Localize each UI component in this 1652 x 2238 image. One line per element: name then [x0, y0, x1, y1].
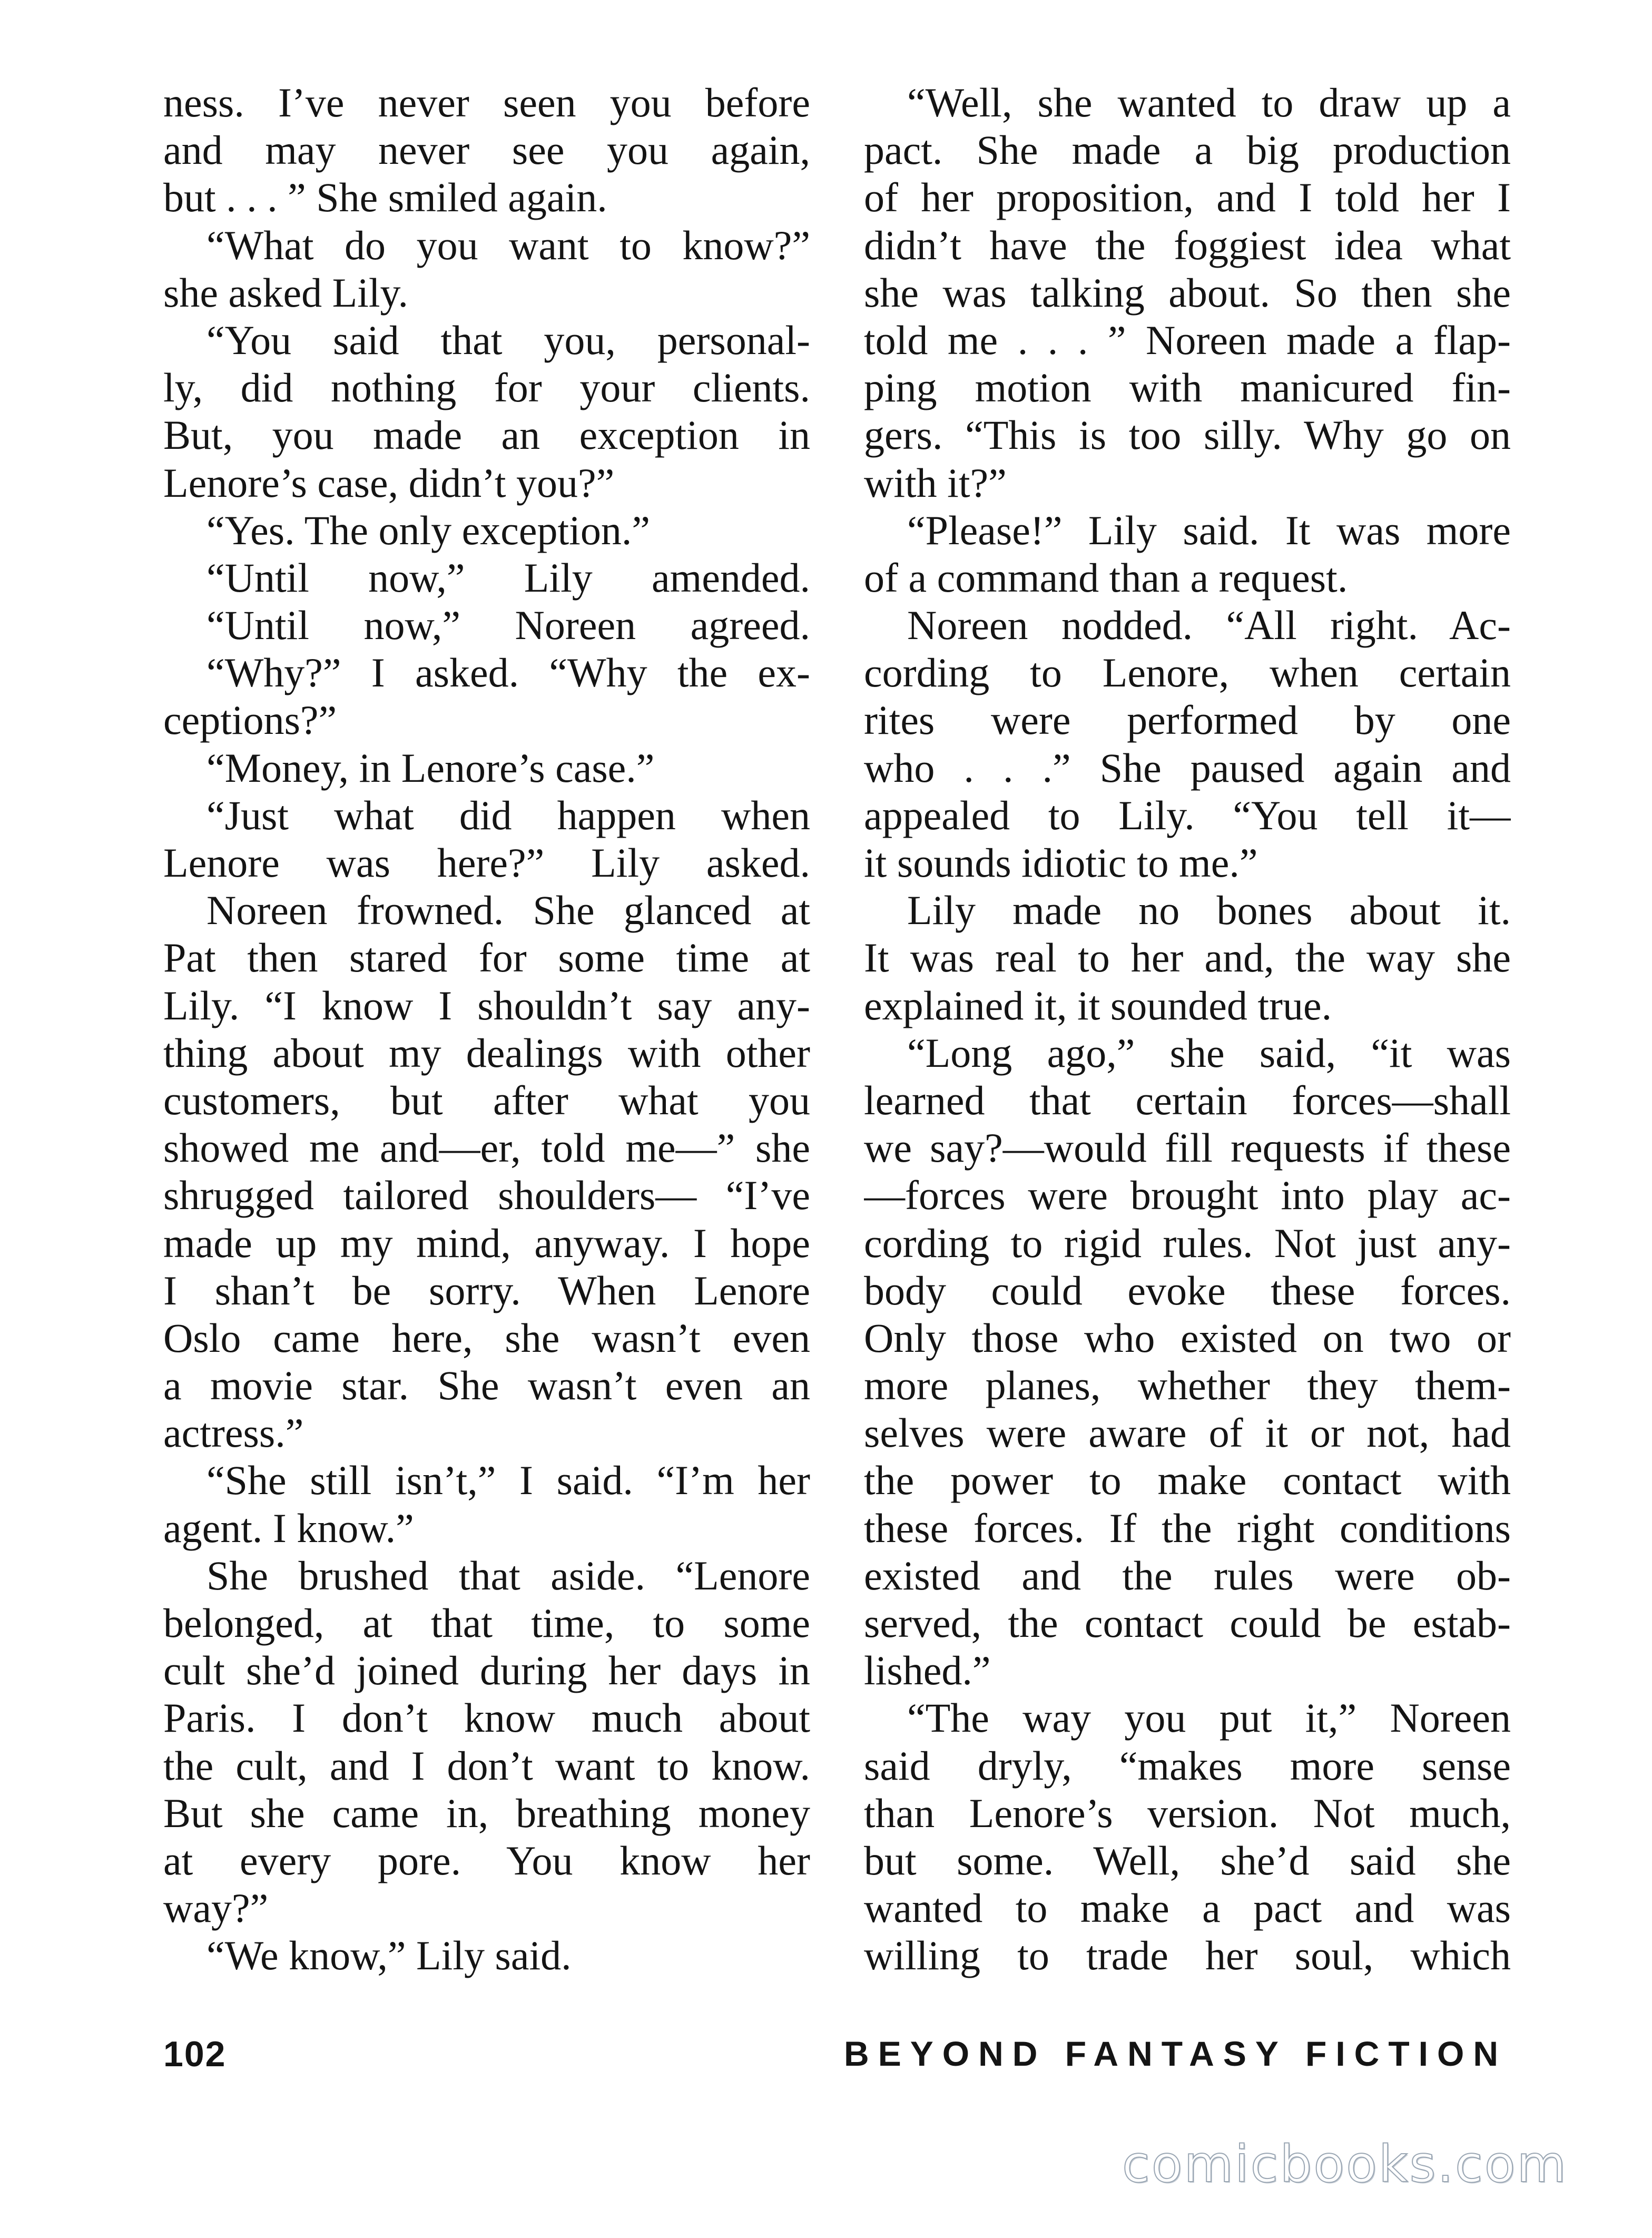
text-line: I shan’t be sorry. When Lenore: [163, 1267, 810, 1313]
text-line: But she came in, breathing money: [163, 1790, 810, 1836]
text-line: “You said that you, personal-: [206, 317, 810, 363]
text-line: agent. I know.”: [163, 1505, 414, 1551]
text-line: and may never see you again,: [163, 127, 810, 173]
text-line: gers. “This is too silly. Why go on: [864, 412, 1511, 458]
text-line: It was real to her and, the way she: [864, 935, 1511, 981]
text-line: customers, but after what you: [163, 1077, 810, 1123]
text-line: “Money, in Lenore’s case.”: [206, 744, 655, 791]
text-line: cording to rigid rules. Not just any-: [864, 1220, 1511, 1266]
text-line: we say?—would fill requests if these: [864, 1125, 1511, 1171]
text-line: lished.”: [864, 1647, 991, 1694]
text-line: But, you made an exception in: [163, 412, 810, 458]
text-line: but some. Well, she’d said she: [864, 1837, 1511, 1883]
running-footer-title: BEYOND FANTASY FICTION: [844, 2034, 1507, 2073]
text-line: than Lenore’s version. Not much,: [864, 1790, 1511, 1836]
text-line: of a command than a request.: [864, 554, 1348, 601]
left-text-column: [163, 79, 810, 1980]
text-line: made up my mind, anyway. I hope: [163, 1220, 810, 1266]
text-line: willing to trade her soul, which: [864, 1932, 1511, 1979]
page-number: 102: [163, 2034, 227, 2074]
text-line: Lenore’s case, didn’t you?”: [163, 459, 615, 506]
text-line: pact. She made a big production: [864, 127, 1511, 173]
text-line: she asked Lily.: [163, 269, 408, 316]
text-line: appealed to Lily. “You tell it—: [864, 792, 1511, 838]
text-line: more planes, whether they them-: [864, 1362, 1511, 1409]
text-line: ness. I’ve never seen you before: [163, 80, 810, 125]
text-line: existed and the rules were ob-: [864, 1552, 1511, 1598]
text-line: who . . .” She paused again and: [864, 744, 1511, 791]
text-line: Lily made no bones about it.: [907, 887, 1511, 934]
text-line: with it?”: [864, 459, 1007, 506]
text-line: Lenore was here?” Lily asked.: [163, 840, 810, 886]
text-line: “Please!” Lily said. It was more: [907, 507, 1511, 553]
text-line: Pat then stared for some time at: [163, 935, 810, 981]
text-line: rites were performed by one: [864, 697, 1511, 743]
text-line: Noreen nodded. “All right. Ac-: [907, 602, 1511, 649]
text-line: showed me and—er, told me—” she: [163, 1125, 810, 1171]
text-line: served, the contact could be estab-: [864, 1600, 1511, 1646]
text-line: “Until now,” Lily amended.: [206, 554, 810, 601]
text-line: “The way you put it,” Noreen: [907, 1695, 1511, 1741]
text-line: thing about my dealings with other: [163, 1029, 810, 1076]
text-line: “Just what did happen when: [206, 792, 810, 838]
text-line: belonged, at that time, to some: [163, 1600, 810, 1646]
text-line: “She still isn’t,” I said. “I’m her: [206, 1457, 810, 1504]
text-line: Lily. “I know I shouldn’t say any-: [163, 982, 810, 1028]
text-line: “Well, she wanted to draw up a: [907, 80, 1511, 125]
text-line: “Until now,” Noreen agreed.: [206, 602, 810, 649]
text-line: but . . . ” She smiled again.: [163, 174, 607, 221]
text-line: cult she’d joined during her days in: [163, 1647, 810, 1694]
text-line: shrugged tailored shoulders— “I’ve: [163, 1172, 810, 1219]
text-line: “Yes. The only exception.”: [206, 507, 650, 553]
text-line: Oslo came here, she wasn’t even: [163, 1314, 810, 1361]
text-line: “Why?” I asked. “Why the ex-: [206, 650, 810, 696]
text-line: it sounds idiotic to me.”: [864, 840, 1258, 886]
text-line: she was talking about. So then she: [864, 269, 1511, 316]
text-line: of her proposition, and I told her I: [864, 174, 1511, 221]
text-line: the power to make contact with: [864, 1457, 1511, 1504]
text-line: Only those who existed on two or: [864, 1314, 1511, 1361]
text-line: She brushed that aside. “Lenore: [206, 1552, 810, 1598]
text-line: explained it, it sounded true.: [864, 982, 1332, 1028]
text-line: Noreen frowned. She glanced at: [206, 887, 810, 934]
text-line: the cult, and I don’t want to know.: [163, 1742, 810, 1789]
text-line: a movie star. She wasn’t even an: [163, 1362, 810, 1409]
text-line: wanted to make a pact and was: [864, 1885, 1511, 1931]
text-line: these forces. If the right conditions: [864, 1505, 1511, 1551]
text-line: told me . . . ” Noreen made a flap-: [864, 317, 1511, 363]
text-line: learned that certain forces—shall: [864, 1077, 1511, 1123]
text-line: body could evoke these forces.: [864, 1267, 1511, 1313]
text-line: ceptions?”: [163, 697, 337, 743]
text-line: didn’t have the foggiest idea what: [864, 222, 1511, 268]
text-line: actress.”: [163, 1410, 304, 1456]
site-watermark: comicbooks.com: [1122, 2135, 1568, 2194]
text-line: way?”: [163, 1885, 269, 1931]
text-line: “We know,” Lily said.: [206, 1932, 572, 1979]
text-line: “Long ago,” she said, “it was: [907, 1029, 1511, 1076]
text-line: selves were aware of it or not, had: [864, 1410, 1511, 1456]
text-line: ping motion with manicured fin-: [864, 365, 1511, 411]
text-line: at every pore. You know her: [163, 1837, 810, 1883]
text-line: said dryly, “makes more sense: [864, 1742, 1511, 1789]
text-line: Paris. I don’t know much about: [163, 1695, 810, 1741]
right-text-column: [864, 79, 1511, 1980]
text-line: “What do you want to know?”: [206, 222, 810, 268]
text-line: ly, did nothing for your clients.: [163, 365, 810, 411]
text-line: —forces were brought into play ac-: [864, 1172, 1511, 1219]
text-line: cording to Lenore, when certain: [864, 650, 1511, 696]
